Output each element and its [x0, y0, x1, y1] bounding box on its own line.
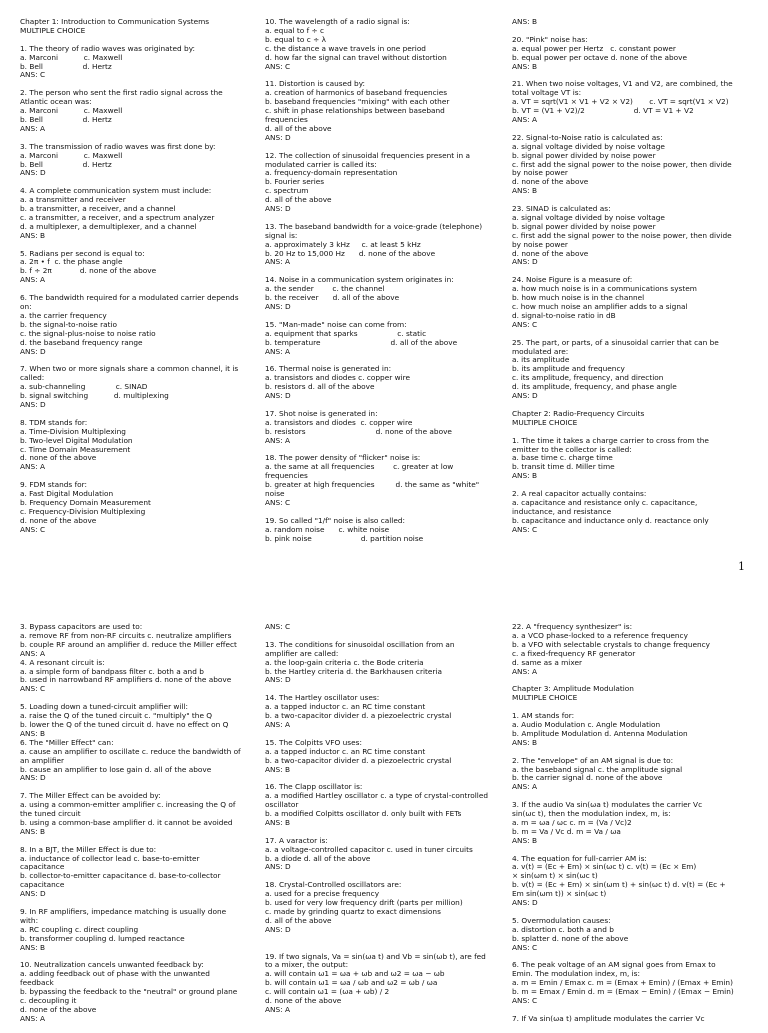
page2-column-2: ANS: C 13. The conditions for sinusoidal oscillation from an amplifier are called: a. the loop-gain criteria c. the Bode criteria b. the Hartley criteria d. the Barkhausen criteria ANS: D 14. The Hartley oscillator uses: a. a tapped inductor c. an RC time constant b. a two-capacitor divider d. a piezoelectric crystal ANS: A 15. The Colpitts VFO uses: a. a tapped inductor c. an RC time constant b. a two-capacitor divider d. a piezoelectric crystal ANS: B 16. The Clapp oscillator is: a. a modified Hartley oscillator c. a type of crystal-controlled oscillator b. a modified Colpitts oscillator d. only built with FETs ANS: B 17. A varactor is: a. a voltage-controlled capacitor c. used in tuner circuits b. a diode d. all of the above ANS: D 18. Crystal-Controlled oscillators are: a. used for a precise frequency b. used for very low frequency drift (parts per million) c. made by grinding quartz to exact dimensions d. all of the above ANS: D 19. If two signals, Va = sin(ωa t) and Vb = sin(ωb t), are fed to a mixer, the output: a. will contain ω1 = ωa + ωb and ω2 = ωa − ωb b. will contain ω1 = ωa / ωb and ω2 = ωb / ωa c. will contain ω1 = (ωa + ωb) / 2 d. none of the above ANS: A [265, 623, 489, 1014]
page1-column-1: Chapter 1: Introduction to Communication Systems MULTIPLE CHOICE 1. The theory of radio waves was originated by: a. Marconi c. Maxwell b. Bell d. Hertz ANS: C 2. The person who sent the first radio signal across the Atlantic ocean was: a. Marconi c. Maxwell b. Bell d. Hertz ANS: A 3. The transmission of radio waves was first done by: a. Marconi c. Maxwell b. Bell d. Hertz ANS: D 4. A complete communication system must include: a. a transmitter and receiver b. a transmitter, a receiver, and a channel c. a transmitter, a receiver, and a spectrum analyzer d. a multiplexer, a demultiplexer, and a channel ANS: B 5. Radians per second is equal to: a. 2π • f c. the phase angle b. f ÷ 2π d. none of the above ANS: A 6. The bandwidth required for a modulated carrier depends on: a. the carrier frequency b. the signal-to-noise ratio c. the signal-plus-noise to noise ratio d. the baseband frequency range ANS: D 7. When two or more signals share a common channel, it is called: a. sub-channeling c. SINAD b. signal switching d. multiplexing ANS: D 8. TDM stands for: a. Time-Division Multiplexing b. Two-level Digital Modulation c. Time Domain Measurement d. none of the above ANS: A 9. FDM stands for: a. Fast Digital Modulation b. Frequency Domain Measurement c. Frequency-Division Multiplexing d. none of the above ANS: C [20, 18, 239, 534]
page-number: 1 [738, 560, 745, 573]
document-page-2 [0, 605, 768, 1024]
page2-column-1: 3. Bypass capacitors are used to: a. remove RF from non-RF circuits c. neutralize amplifiers b. couple RF around an amplifier d. reduce the Miller effect ANS: A 4. A resonant circuit is: a. a simple form of bandpass filter c. both a and b b. used in narrowband RF amplifiers d. none of the above ANS: C 5. Loading down a tuned-circuit amplifier will: a. raise the Q of the tuned circuit c. "multiply" the Q b. lower the Q of the tuned circuit d. have no effect on Q ANS: B 6. The "Miller Effect" can: a. cause an amplifier to oscillate c. reduce the bandwidth of an amplifier b. cause an amplifier to lose gain d. all of the above ANS: D 7. The Miller Effect can be avoided by: a. using a common-emitter amplifier c. increasing the Q of the tuned circuit b. using a common-base amplifier d. it cannot be avoided ANS: B 8. In a BJT, the Miller Effect is due to: a. inductance of collector lead c. base-to-emitter capacitance b. collector-to-emitter capacitance d. base-to-collector capacitance ANS: D 9. In RF amplifiers, impedance matching is usually done with: a. RC coupling c. direct coupling b. transformer coupling d. lumped reactance ANS: B 10. Neutralization cancels unwanted feedback by: a. adding feedback out of phase with the unwanted feedback b. bypassing the feedback to the "neutral" or ground plane c. decoupling it d. none of the above ANS: A [20, 623, 241, 1023]
page1-column-2: 10. The wavelength of a radio signal is: a. equal to f ÷ c b. equal to c ÷ λ c. the distance a wave travels in one period d. how far the signal can travel without distortion ANS: C 11. Distortion is caused by: a. creation of harmonics of baseband frequencies b. baseband frequencies "mixing" with each other c. shift in phase relationships between baseband frequencies d. all of the above ANS: D 12. The collection of sinusoidal frequencies present in a modulated carrier is called its: a. frequency-domain representation b. Fourier series c. spectrum d. all of the above ANS: D 13. The baseband bandwidth for a voice-grade (telephone) signal is: a. approximately 3 kHz c. at least 5 kHz b. 20 Hz to 15,000 Hz d. none of the above ANS: A 14. Noise in a communication system originates in: a. the sender c. the channel b. the receiver d. all of the above ANS: D 15. "Man-made" noise can come from: a. equipment that sparks c. static b. temperature d. all of the above ANS: A 16. Thermal noise is generated in: a. transistors and diodes c. copper wire b. resistors d. all of the above ANS: D 17. Shot noise is generated in: a. transistors and diodes c. copper wire b. resistors d. none of the above ANS: A 18. The power density of "flicker" noise is: a. the same at all frequencies c. greater at low frequencies b. greater at high frequencies d. the same as "white" noise ANS: C 19. So called "1/f" noise is also called: a. random noise c. white noise b. pink noise d. partition noise [265, 18, 483, 543]
page2-column-3: 22. A "frequency synthesizer" is: a. a VCO phase-locked to a reference frequency b. a VFO with selectable crystals to change frequency c. a fixed-frequency RF generator d. same as a mixer ANS: A Chapter 3: Amplitude Modulation MULTIPLE CHOICE 1. AM stands for: a. Audio Modulation c. Angle Modulation b. Amplitude Modulation d. Antenna Modulation ANS: B 2. The "envelope" of an AM signal is due to: a. the baseband signal c. the amplitude signal b. the carrier signal d. none of the above ANS: A 3. If the audio Va sin(ωa t) modulates the carrier Vc sin(ωc t), then the modulation index, m, is: a. m = ωa / ωc c. m = (Va / Vc)2 b. m = Va / Vc d. m = Va / ωa ANS: B 4. The equation for full-carrier AM is: a. v(t) = (Ec + Em) × sin(ωc t) c. v(t) = (Ec × Em) × sin(ωm t) × sin(ωc t) b. v(t) = (Ec + Em) × sin(ωm t) + sin(ωc t) d. v(t) = (Ec + Em sin(ωm t)) × sin(ωc t) ANS: D 5. Overmodulation causes: a. distortion c. both a and b b. splatter d. none of the above ANS: C 6. The peak voltage of an AM signal goes from Emax to Emin. The modulation index, m, is: a. m = Emin / Emax c. m = (Emax + Emin) / (Emax + Emin) b. m = Emax / Emin d. m = (Emax − Emin) / (Emax − Emin) ANS: C 7. If Va sin(ωa t) amplitude modulates the carrier Vc [512, 623, 734, 1023]
page1-column-3: ANS: B 20. "Pink" noise has: a. equal power per Hertz c. constant power b. equal power per octave d. none of the above ANS: B 21. When two noise voltages, V1 and V2, are combined, the total voltage VT is: a. VT = sqrt(V1 × V1 + V2 × V2) c. VT = sqrt(V1 × V2) b. VT = (V1 + V2)/2 d. VT = V1 + V2 ANS: A 22. Signal-to-Noise ratio is calculated as: a. signal voltage divided by noise voltage b. signal power divided by noise power c. first add the signal power to the noise power, then divide by noise power d. none of the above ANS: B 23. SINAD is calculated as: a. signal voltage divided by noise voltage b. signal power divided by noise power c. first add the signal power to the noise power, then divide by noise power d. none of the above ANS: D 24. Noise Figure is a measure of: a. how much noise is in a communications system b. how much noise is in the channel c. how much noise an amplifier adds to a signal d. signal-to-noise ratio in dB ANS: C 25. The part, or parts, of a sinusoidal carrier that can be modulated are: a. its amplitude b. its amplitude and frequency c. its amplitude, frequency, and direction d. its amplitude, frequency, and phase angle ANS: D Chapter 2: Radio-Frequency Circuits MULTIPLE CHOICE 1. The time it takes a charge carrier to cross from the emitter to the collector is called: a. base time c. charge time b. transit time d. Miller time ANS: B 2. A real capacitor actually contains: a. capacitance and resistance only c. capacitance, inductance, and resistance b. capacitance and inductance only d. reactance only ANS: C [512, 18, 733, 534]
